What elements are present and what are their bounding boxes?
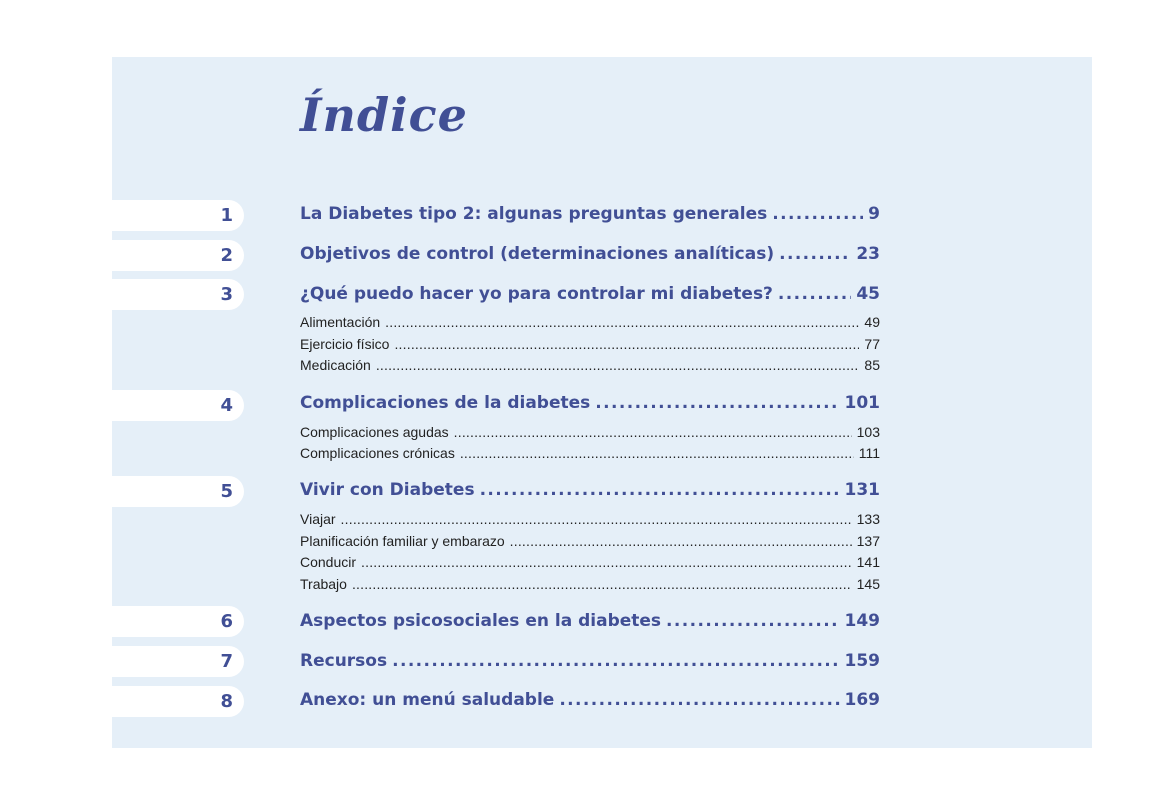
toc-entry-page: 145 [856, 576, 880, 592]
page-title: Índice [300, 88, 468, 142]
toc-entry-page: 9 [868, 204, 880, 224]
toc-entry-section[interactable] [300, 576, 880, 594]
toc-entry-page: 149 [844, 611, 880, 631]
toc-entry-page: 169 [844, 690, 880, 710]
toc-entry-label: Conducir [300, 554, 357, 570]
toc-entry-chapter[interactable] [300, 651, 880, 675]
toc-entry-label: Planificación familiar y embarazo [300, 533, 505, 549]
toc-entry-page: 85 [864, 357, 880, 373]
toc-entry-section[interactable] [300, 424, 880, 442]
chapter-number-tab: 3 [112, 279, 244, 310]
toc-entry-label: Viajar [300, 511, 336, 527]
toc-entry-page: 141 [856, 554, 880, 570]
toc-entry-chapter[interactable] [300, 284, 880, 308]
chapter-number-tab: 6 [112, 606, 244, 637]
toc-entry-page: 49 [864, 314, 880, 330]
toc-entry-label: Aspectos psicosociales en la diabetes [300, 611, 662, 631]
toc-entry-page: 77 [864, 336, 880, 352]
toc-entry-section[interactable] [300, 357, 880, 375]
toc-entry-label: Medicación [300, 357, 371, 373]
toc-entry-label: Ejercicio físico [300, 336, 390, 352]
toc-entry-chapter[interactable] [300, 690, 880, 714]
toc-entry-label: Complicaciones de la diabetes [300, 393, 591, 413]
dot-leader [460, 445, 854, 461]
toc-entry-label: Trabajo [300, 576, 347, 592]
dot-leader [341, 511, 852, 527]
toc-entry-chapter[interactable] [300, 480, 880, 504]
toc-entry-section[interactable] [300, 314, 880, 332]
toc-entry-section[interactable] [300, 511, 880, 529]
chapter-number-tab: 2 [112, 240, 244, 271]
dot-leader [394, 336, 859, 352]
toc-entry-label: Recursos [300, 651, 388, 671]
toc-entry-label: Anexo: un menú saludable [300, 690, 555, 710]
dot-leader [392, 651, 839, 671]
chapter-number-tab: 7 [112, 646, 244, 677]
toc-entry-page: 131 [844, 480, 880, 500]
toc-entry-chapter[interactable] [300, 393, 880, 417]
toc-entry-label: Vivir con Diabetes [300, 480, 475, 500]
toc-entry-page: 133 [856, 511, 880, 527]
toc-entry-label: Objetivos de control (determinaciones analíticas) [300, 244, 775, 264]
toc-entry-page: 111 [858, 445, 880, 461]
toc-entry-page: 103 [856, 424, 880, 440]
chapter-number-tab: 4 [112, 390, 244, 421]
dot-leader [385, 314, 859, 330]
toc-entry-section[interactable] [300, 554, 880, 572]
dot-leader [559, 690, 839, 710]
dot-leader [376, 357, 860, 373]
dot-leader [361, 554, 852, 570]
dot-leader [595, 393, 839, 413]
toc-entry-section[interactable] [300, 533, 880, 551]
dot-leader [352, 576, 852, 592]
toc-entry-chapter[interactable] [300, 244, 880, 268]
dot-leader [510, 533, 852, 549]
toc-entry-label: ¿Qué puedo hacer yo para controlar mi diabetes? [300, 284, 773, 304]
toc-entry-page: 23 [856, 244, 880, 264]
dot-leader [772, 204, 863, 224]
dot-leader [454, 424, 852, 440]
toc-entry-page: 101 [844, 393, 880, 413]
chapter-number-tab: 5 [112, 476, 244, 507]
toc-entry-label: Complicaciones agudas [300, 424, 449, 440]
toc-entry-page: 159 [844, 651, 880, 671]
toc-entry-page: 137 [856, 533, 880, 549]
toc-entry-label: Complicaciones crónicas [300, 445, 455, 461]
toc-entry-label: La Diabetes tipo 2: algunas preguntas generales [300, 204, 768, 224]
dot-leader [480, 480, 840, 500]
toc-entry-section[interactable] [300, 336, 880, 354]
toc-entry-label: Alimentación [300, 314, 381, 330]
toc-entry-chapter[interactable] [300, 611, 880, 635]
dot-leader [779, 244, 851, 264]
chapter-number-tab: 8 [112, 686, 244, 717]
toc-entry-chapter[interactable] [300, 204, 880, 228]
chapter-number-tab: 1 [112, 200, 244, 231]
dot-leader [666, 611, 839, 631]
toc-entry-section[interactable] [300, 445, 880, 463]
toc-entry-page: 45 [856, 284, 880, 304]
dot-leader [778, 284, 851, 304]
